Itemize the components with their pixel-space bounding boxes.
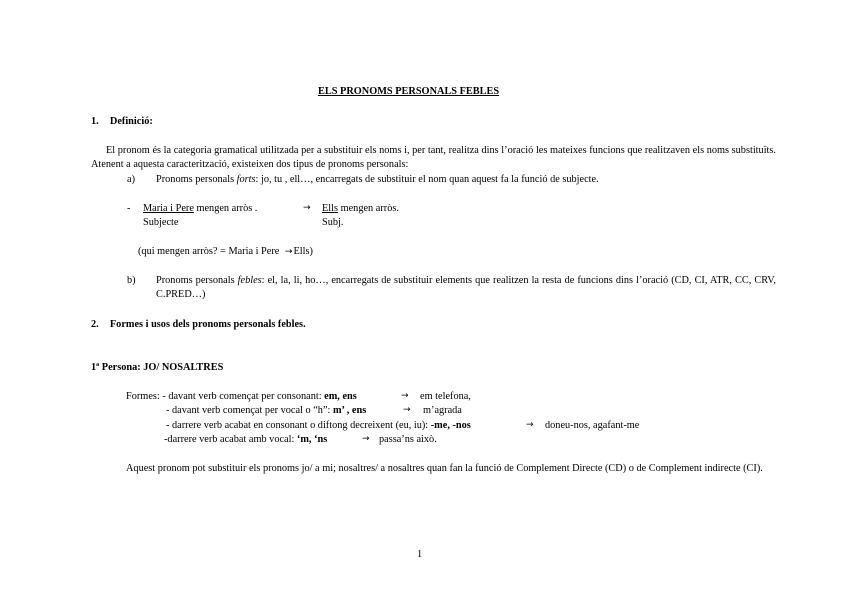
persona-1-note: Aquest pronom pot substituir els pronoms jo/ a mi; nosaltres/ a nosaltres quan fan la funció de Complement Directe (CD) o de Complement indirecte (CI). bbox=[126, 463, 763, 474]
example-right bbox=[322, 202, 399, 216]
section-2-heading bbox=[91, 318, 306, 332]
forms-line-2-example: m’agrada bbox=[423, 405, 462, 416]
forms-line-4 bbox=[164, 433, 327, 447]
right-arrow-icon: → bbox=[303, 203, 311, 213]
forms-line-1-pronoun: em, ens bbox=[324, 391, 357, 402]
forms-line-1-text: Formes: - davant verb començat per consonant: bbox=[126, 391, 325, 402]
forms-line-1 bbox=[126, 390, 357, 404]
right-arrow-icon: → bbox=[403, 405, 411, 415]
example-question bbox=[138, 245, 313, 259]
section-2-number: 2. bbox=[91, 319, 99, 330]
right-arrow-icon: → bbox=[401, 391, 409, 401]
persona-1-heading: 1ª Persona: JO/ NOSALTRES bbox=[91, 362, 224, 373]
question-pre: (qui mengen arròs? = Maria i Pere bbox=[138, 246, 280, 257]
section-1-title: Definició: bbox=[109, 116, 153, 127]
example-right-rest: mengen arròs. bbox=[338, 203, 399, 214]
forms-line-2-text: - davant verb començat per vocal o “h”: bbox=[166, 405, 333, 416]
forms-line-2-pronoun: m’ , ens bbox=[332, 405, 367, 416]
right-arrow-icon: → bbox=[362, 434, 370, 444]
example-dash: - bbox=[127, 203, 131, 214]
forms-line-4-text: -darrere verb acabat amb vocal: bbox=[164, 434, 297, 445]
forms-line-1-example: em telefona, bbox=[420, 391, 471, 402]
section-1-heading bbox=[91, 115, 153, 129]
question-post: Ells) bbox=[293, 246, 313, 257]
item-a-pre: Pronoms personals bbox=[156, 174, 237, 185]
forms-line-3-example: doneu-nos, agafant-me bbox=[545, 420, 640, 431]
item-b-pre: Pronoms personals bbox=[156, 275, 238, 286]
example-right-subject: Ells bbox=[322, 203, 339, 214]
page-number: 1 bbox=[417, 549, 423, 560]
item-a-post: : jo, tu , ell…, encarregats de substituir el nom quan aquest fa la funció de subjecte. bbox=[255, 174, 599, 185]
forms-line-2 bbox=[166, 404, 366, 418]
list-item-a-text bbox=[156, 173, 599, 187]
item-b-post: : el, la, li, ho…, encarregats de substituir elements que realitzen la resta de funcions dins l’oració (CD, CI, ATR, CC, CRV, C.PRED…) bbox=[156, 275, 776, 300]
forms-line-3-pronoun: -me, -nos bbox=[430, 420, 471, 431]
list-marker-b: b) bbox=[127, 275, 136, 286]
document-title: ELS PRONOMS PERSONALS FEBLES bbox=[318, 86, 500, 97]
list-item-b-text bbox=[156, 274, 776, 302]
right-arrow-icon: → bbox=[526, 420, 534, 430]
forms-line-3-text: - darrere verb acabat en consonant o diftong decreixent (eu, iu): bbox=[166, 420, 431, 431]
example-left-subject: Maria i Pere bbox=[143, 203, 194, 214]
example-left-label: Subjecte bbox=[143, 217, 179, 228]
section-2-title: Formes i usos dels pronoms personals febles. bbox=[109, 319, 306, 330]
example-left bbox=[143, 202, 257, 216]
section-1-number: 1. bbox=[91, 116, 99, 127]
forms-line-4-pronoun: ‘m, ‘ns bbox=[296, 434, 328, 445]
right-arrow-icon: → bbox=[284, 247, 293, 257]
forms-line-4-example: passa’ns això. bbox=[379, 434, 437, 445]
list-marker-a: a) bbox=[127, 174, 135, 185]
example-left-rest: mengen arròs . bbox=[193, 203, 258, 214]
forms-line-3 bbox=[166, 419, 471, 433]
item-a-italic-term: forts bbox=[236, 174, 256, 185]
definition-paragraph: El pronom és la categoria gramatical utilitzada per a substituir els noms i, per tant, realitza dins l’oració les mateixes funcions que realitzaven els noms substituïts. Atenent a aquesta caracterització, existeixen dos tipus de pronoms personals: bbox=[91, 145, 776, 170]
example-right-label: Subj. bbox=[322, 217, 344, 228]
item-b-italic-term: febles bbox=[237, 275, 262, 286]
list-item-a bbox=[127, 173, 135, 187]
